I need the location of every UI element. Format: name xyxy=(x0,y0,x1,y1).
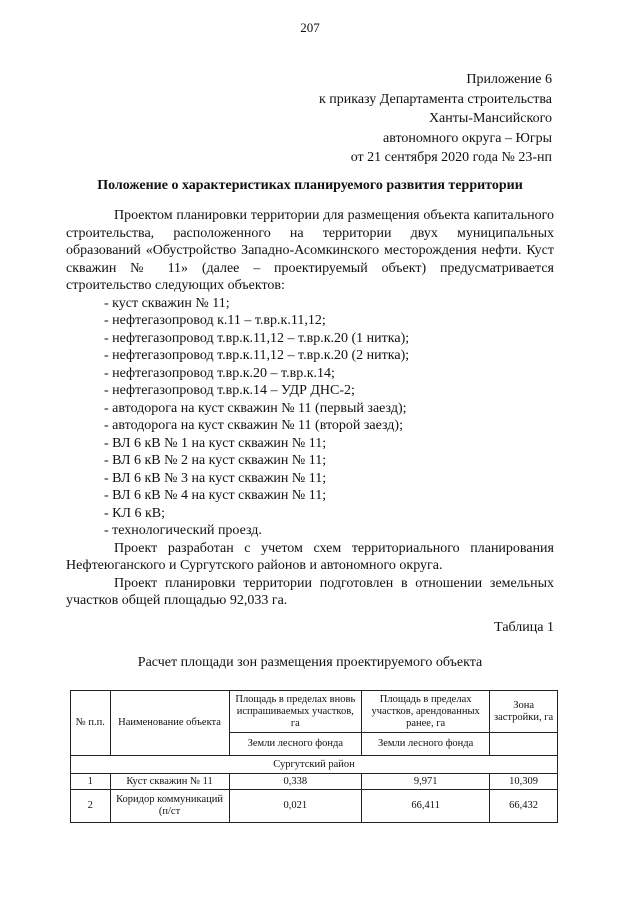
cell-no: 1 xyxy=(71,774,111,790)
list-item: - ВЛ 6 кВ № 2 на куст скважин № 11; xyxy=(104,453,327,468)
table-row xyxy=(71,790,558,823)
cell-area-leased: 66,411 xyxy=(362,790,490,823)
table-title: Расчет площади зон размещения проектируемого объекта xyxy=(137,655,483,670)
table-label: Таблица 1 xyxy=(494,620,554,635)
intro-paragraph: Проектом планировки территории для размещения объекта капитального строительства, расположенного на территории двух муниципальных образований «Обустройство Западно-Асомкинского месторождения нефти. Куст скважин № 11» (далее – проектируемый объект) предусматривается строительство следующих объектов: xyxy=(66,208,554,293)
list-item: - нефтегазопровод к.11 – т.вр.к.11,12; xyxy=(104,313,326,328)
cell-zone: 66,432 xyxy=(490,790,558,823)
paragraph-planning-schemes: Проект разработан с учетом схем территориального планирования Нефтеюганского и Сургутского районов и автономного округа. xyxy=(66,540,554,573)
cell-zone: 10,309 xyxy=(490,774,558,790)
list-item: - ВЛ 6 кВ № 3 на куст скважин № 11; xyxy=(104,470,327,486)
paragraph-total-area: Проект планировки территории подготовлен в отношении земельных участков общей площадью 92,033 га. xyxy=(66,575,554,608)
appendix-line: Ханты-Мансийского xyxy=(428,111,552,127)
list-item: - автодорога на куст скважин № 11 (первый заезд); xyxy=(104,400,407,416)
list-item: - КЛ 6 кВ; xyxy=(104,505,166,521)
appendix-line: к приказу Департамента строительства xyxy=(318,91,552,107)
list-item: - нефтегазопровод т.вр.к.20 – т.вр.к.14; xyxy=(104,365,335,381)
header-no: № п.п. xyxy=(71,691,111,756)
document-heading: Положение о характеристиках планируемого развития территории xyxy=(97,178,523,193)
appendix-header xyxy=(319,70,552,168)
header-zone: Зона застройки, га xyxy=(490,691,558,733)
list-item: - технологический проезд. xyxy=(104,523,262,538)
list-item: - нефтегазопровод т.вр.к.11,12 – т.вр.к.20 (2 нитка); xyxy=(104,348,410,363)
page-number: 207 xyxy=(300,20,320,35)
list-item: - куст скважин № 11; xyxy=(104,295,230,311)
section-row: Сургутский район xyxy=(71,756,558,774)
cell-area-new: 0,338 xyxy=(229,774,362,790)
header-area-new: Площадь в пределах вновь испрашиваемых участков, га xyxy=(229,691,362,733)
document-body xyxy=(66,207,554,610)
subheader-zone-empty xyxy=(490,733,558,756)
area-calculation-table xyxy=(70,690,558,823)
cell-no: 2 xyxy=(71,790,111,823)
cell-name: Коридор коммуникаций (п/ст xyxy=(110,790,229,823)
appendix-line: Приложение 6 xyxy=(466,72,552,87)
list-item: - нефтегазопровод т.вр.к.11,12 – т.вр.к.20 (1 нитка); xyxy=(104,330,410,346)
cell-area-new: 0,021 xyxy=(229,790,362,823)
list-item: - ВЛ 6 кВ № 4 на куст скважин № 11; xyxy=(104,488,327,503)
header-area-leased: Площадь в пределах участков, арендованных ранее, га xyxy=(362,691,490,733)
header-name: Наименование объекта xyxy=(110,691,229,756)
cell-name: Куст скважин № 11 xyxy=(110,774,229,790)
list-item: - нефтегазопровод т.вр.к.14 – УДР ДНС-2; xyxy=(104,383,355,398)
appendix-line: от 21 сентября 2020 года № 23-нп xyxy=(350,150,552,166)
appendix-line: автономного округа – Югры xyxy=(383,130,552,146)
list-item: - ВЛ 6 кВ № 1 на куст скважин № 11; xyxy=(104,435,327,451)
list-item: - автодорога на куст скважин № 11 (второй заезд); xyxy=(104,418,403,433)
table-row xyxy=(71,774,558,790)
objects-list xyxy=(66,295,554,540)
cell-area-leased: 9,971 xyxy=(362,774,490,790)
subheader-area-new: Земли лесного фонда xyxy=(229,733,362,756)
subheader-area-leased: Земли лесного фонда xyxy=(362,733,490,756)
